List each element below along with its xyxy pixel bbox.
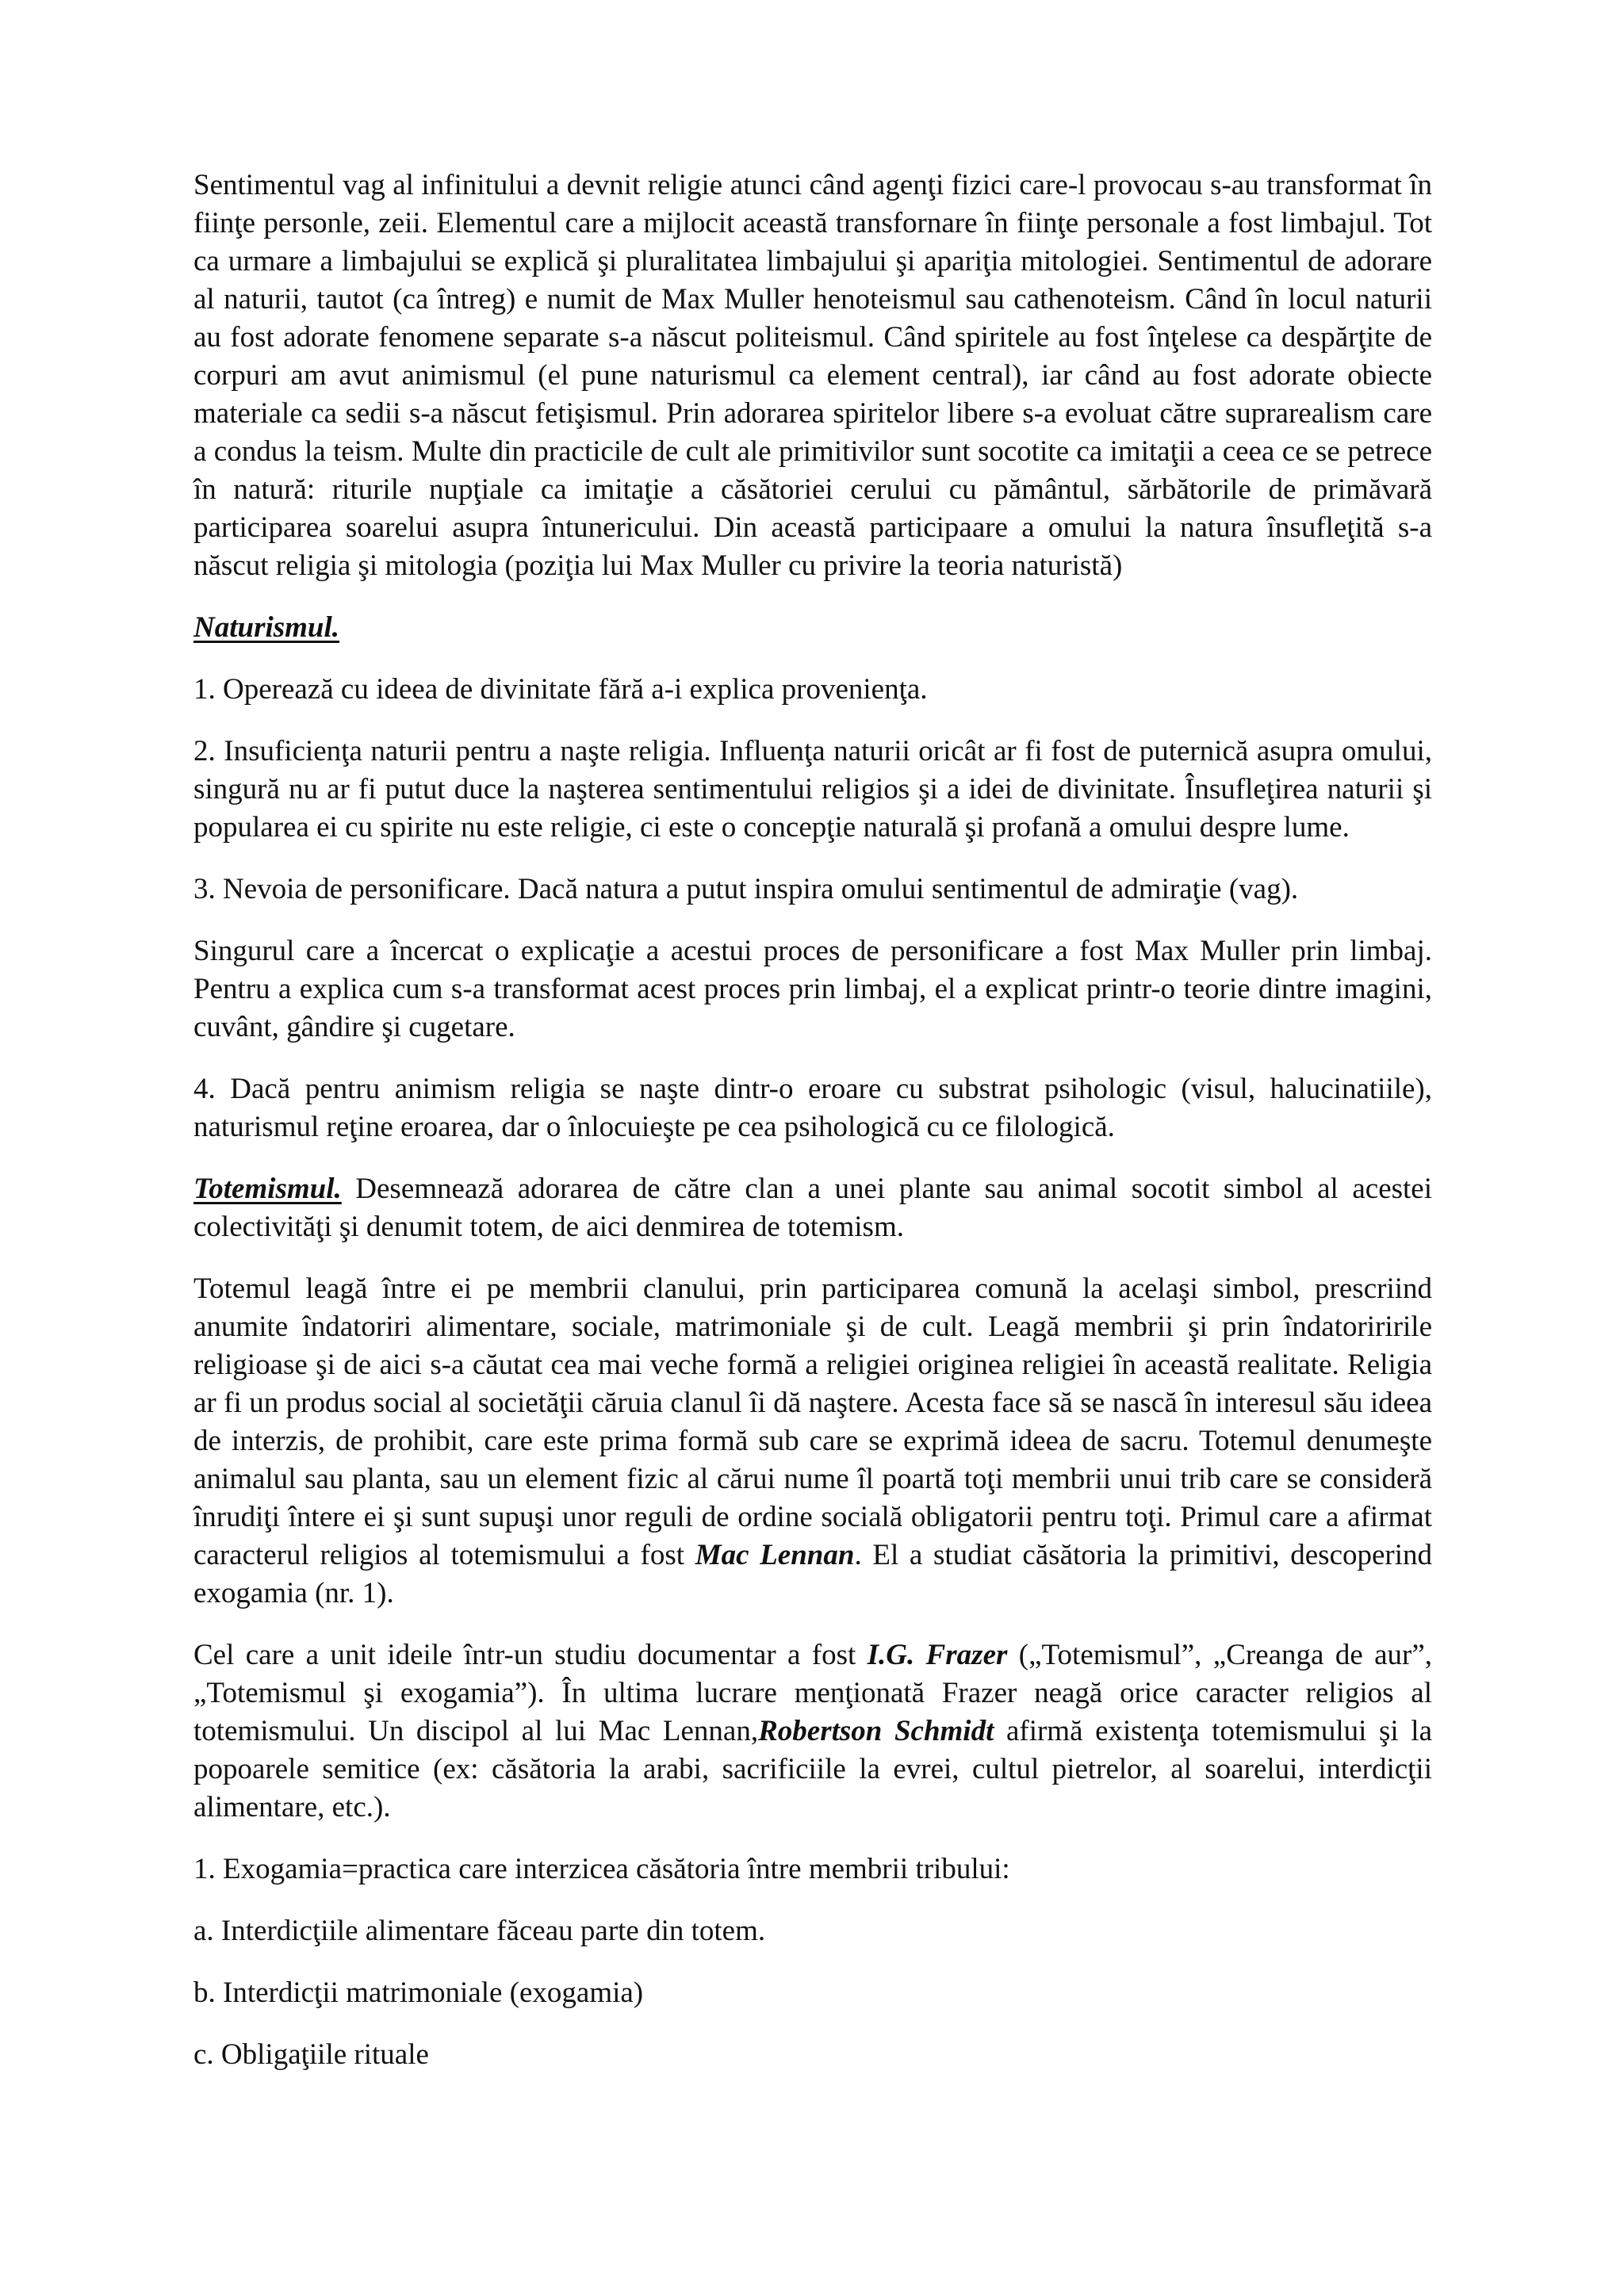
naturism-personification-paragraph: Singurul care a încercat o explicaţie a acestui proces de personificare a fost Max Muller prin limbaj. Pentru a explica cum s-a transformat acest proces prin limbaj, el a explicat printr-o teorie dintre imagini, cuvânt, gândire şi cugetare. (193, 935, 1432, 1043)
frazer-text-part2: („Totemismul”, „Creanga de aur”, „Totemismul şi exogamia”). În ultima lucrare menţionată Frazer neagă orice caracter religios al totemismului. Un discipol al lui Mac Lennan, (193, 1639, 1433, 1747)
naturism-point-3: 3. Nevoia de personificare. Dacă natura a putut inspira omului sentimentul de admiraţie (vag). (193, 873, 1299, 905)
author-frazer: I.G. Frazer (867, 1639, 1008, 1671)
frazer-paragraph (193, 1636, 1432, 1827)
naturism-section-title (193, 609, 1432, 647)
matrimonial-interdictions-item: b. Interdicţii matrimoniale (exogamia) (193, 1976, 644, 2009)
naturism-point-2: 2. Insuficienţa naturii pentru a naşte religia. Influenţa naturii oricât ar fi fost de puternică asupra omului, singură nu ar fi putut duce la naşterea sentimentului religios şi a idei de divinitate. Însufleţirea naturii şi popularea ei cu spirite nu este religie, ci este o concepţie naturală şi profană a omului despre lume. (193, 735, 1432, 844)
frazer-text-part1: Cel care a unit ideile într-un studiu documentar a fost (193, 1639, 868, 1671)
exogamy-item: 1. Exogamia=practica care interzicea căsătoria între membrii tribului: (193, 1853, 1010, 1885)
ritual-obligations-item: c. Obligaţiile rituale (193, 2038, 429, 2071)
author-robertson-schmidt: Robertson Schmidt (758, 1715, 994, 1747)
totem-text-part1: Totemul leagă între ei pe membrii clanului, prin participarea comună la acelaşi simbol, prescriind anumite îndatoriri alimentare, sociale, matrimoniale şi de cult. Leagă membrii şi prin îndatoriririle religioase şi de aici s-a căutat cea mai veche formă a religiei originea religiei în această realitate. Religia ar fi un produs social al societăţii căruia clanul îi dă naştere. Acesta face să se nască în interesul său ideea de interzis, de prohibit, care este prima formă sub care se exprimă ideea de sacru. Totemul denumeşte animalul sau planta, sau un element fizic al cărui nume îl poartă toţi membrii unui trib care se consideră înrudiţi întere ei şi sunt supuşi unor reguli de ordine socială obligatorii pentru toţi. Primul care a afirmat caracterul religios al totemismului a fost (193, 1272, 1432, 1571)
naturism-point-4: 4. Dacă pentru animism religia se naşte dintr-o eroare cu substrat psihologic (visul, halucinatiile), naturismul reţine eroarea, dar o înlocuieşte pe cea psihologică cu ce filologică. (193, 1073, 1432, 1143)
author-mac-lennan: Mac Lennan (695, 1539, 855, 1571)
totem-text-part2: . El a studiat căsătoria la primitivi, descoperind exogamia (nr. 1). (193, 1539, 1433, 1609)
totemism-heading: Totemismul. (193, 1173, 342, 1205)
food-interdictions-item: a. Interdicţiile alimentare făceau parte din totem. (193, 1915, 766, 1947)
naturism-heading: Naturismul. (193, 611, 340, 644)
totem-paragraph (193, 1270, 1432, 1613)
naturism-point-1: 1. Operează cu ideea de divinitate fără a-i explica provenienţa. (193, 673, 928, 706)
totemism-definition-paragraph (193, 1170, 1432, 1246)
frazer-text-part3: afirmă existenţa totemismului şi la popoarele semitice (ex: căsătoria la arabi, sacrificiile la evrei, cultul pietrelor, al soarelui, interdicţii alimentare, etc.). (193, 1715, 1432, 1823)
totemism-definition: Desemnează adorarea de către clan a unei plante sau animal socotit simbol al acestei colectivităţi şi denumit totem, de aici denmirea de totemism. (193, 1173, 1432, 1243)
document-page (193, 166, 1432, 2098)
intro-paragraph: Sentimentul vag al infinitului a devnit religie atunci când agenţi fizici care-l provocau s-au transformat în fiinţe personle, zeii. Elementul care a mijlocit această transfornare în fiinţe personale a fost limbajul. Tot ca urmare a limbajului se explică şi pluralitatea limbajului şi apariţia mitologiei. Sentimentul de adorare al naturii, tautot (ca întreg) e numit de Max Muller henoteismul sau cathenoteism. Când în locul naturii au fost adorate fenomene separate s-a născut politeismul. Când spiritele au fost înţelese ca despărţite de corpuri am avut animismul (el pune naturismul ca element central), iar când au fost adorate obiecte materiale ca sedii s-a născut fetişismul. Prin adorarea spiritelor libere s-a evoluat către suprarealism care a condus la teism. Multe din practicile de cult ale primitivilor sunt socotite ca imitaţii a ceea ce se petrece în natură: riturile nupţiale ca imitaţie a căsătoriei cerului cu pământul, sărbătorile de primăvară participarea soarelui asupra întunericului. Din această participaare a omului la natura însufleţită s-a născut religia şi mitologia (poziţia lui Max Muller cu privire la teoria naturistă) (193, 169, 1432, 582)
